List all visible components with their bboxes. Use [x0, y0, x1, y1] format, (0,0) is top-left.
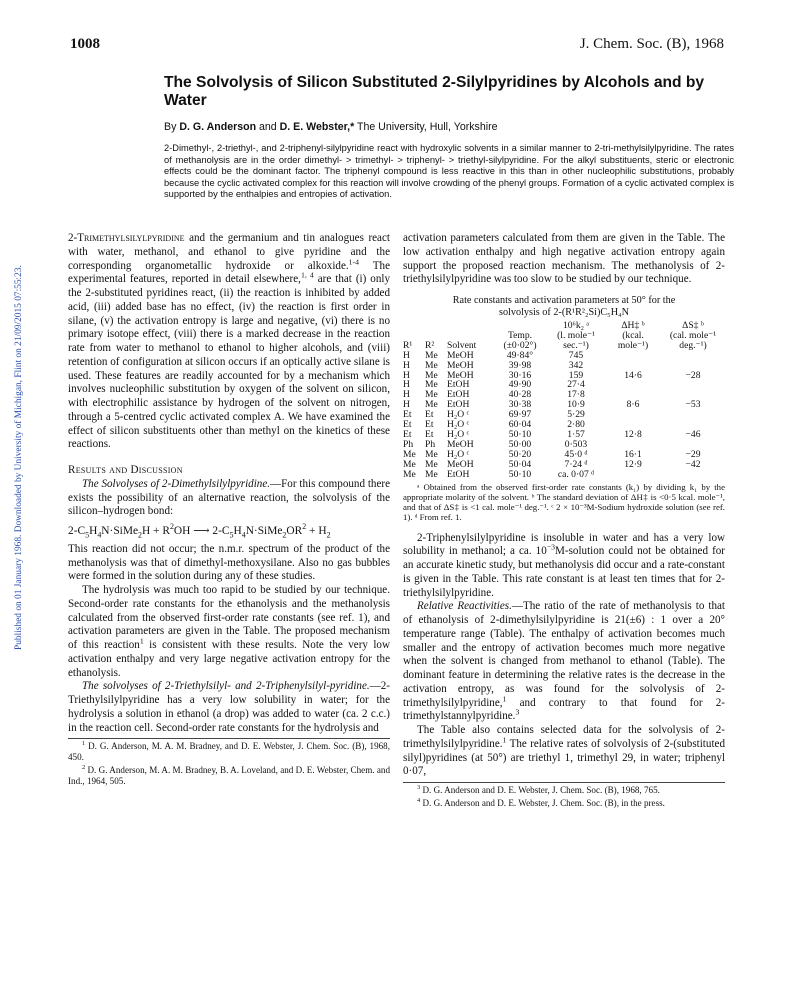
triethyl-paragraph: The solvolyses of 2-Triethylsilyl- and 2-Triphenylsilyl-pyridine.—2-Triethylsilylpyridine has a very low solubility in water; for the hydrolysis a solution in ethanol (a drop) was added to water (ca. 2 c.c.) in the reaction cell. Second-order rate constants for the hydrolysis and — [68, 680, 390, 734]
table-cell-dh: 12·8 — [624, 428, 642, 440]
relative-reactivities-paragraph: Relative Reactivities.—The ratio of the rate of methanolysis to that of ethanolysis of 2-dimethylsilylpyridine is 21(±6) : 1 over a 20° temperature range (Table). The enthalpy of activation becomes much smaller and the entropy of activation becomes much more negative when the solvent is changed from methanol to ethanol (Table). The dominant feature in determining the relative rates is the decrease in the activation entropy, as was found for the solvolysis of 2-trimethylsilylpyridine,$^1$ and contrary to that found for 2-trimethylstannylpyridine.$^3$ — [403, 600, 726, 723]
table-cell-solvent: H₂O ᶜ — [447, 419, 470, 431]
footnote-4: $^4$ D. G. Anderson and D. E. Webster, J. Chem. Soc. (B), in the press. — [417, 796, 665, 808]
table-cell-temp: 49·84° — [506, 349, 534, 361]
author-2: D. E. Webster,* — [279, 121, 355, 133]
table-cell-dh — [605, 380, 661, 390]
reaction-equation: $2-C_5H_4N\cdot SiMe_2H + R^2OH$ ⟶ $2-C_5H_4N\cdot SiMe_2OR^2 + H_2$ — [68, 522, 331, 540]
table-cell-solvent: MeOH — [447, 458, 474, 470]
table-cell-temp: 69·97 — [508, 409, 532, 421]
rate-constants-table — [403, 321, 725, 480]
journal-header: J. Chem. Soc. (B), 1968 — [579, 36, 724, 52]
hydrolysis-paragraph: The hydrolysis was much too rapid to be studied by our technique. Second-order rate constants for the ethanolysis and the methanolysis calculated from the observed first-order rate constants (see ref. 1), and activation parameters are given in the Table. The proposed mechanism of this reaction$^1$ is consistent with these results. Note the very low activation enthalpy and very large negative activation entropy for the ethanolysis. — [68, 584, 390, 679]
author-line: By D. G. Anderson and D. E. Webster,* The University, Hull, Yorkshire — [164, 121, 498, 133]
table-cell-r1: H — [403, 349, 410, 361]
triphenyl-paragraph: 2-Triphenylsilylpyridine is insoluble in water and has a very low solubility in methanol; a ca. $10^{-3}M$-solution could not be obtained for an accurate kinetic study, but methanolysis did occur and a rate-constant is given in the Table. This rate constant is at least ten times that for 2-triethylsilylpyridine. — [403, 531, 726, 599]
download-stamp — [2, 180, 24, 650]
table-cell-r1: Ph — [403, 438, 414, 450]
table-cell-r1: Me — [403, 448, 416, 460]
table-cell-r1: H — [403, 369, 410, 381]
table-cell-r2: Me — [425, 399, 438, 411]
right-column — [403, 232, 725, 809]
table-cell-r1: Me — [403, 458, 416, 470]
table-cell-temp: 50·20 — [508, 448, 532, 460]
table-cell-k: 745 — [568, 349, 584, 361]
table-cell-solvent: MeOH — [447, 438, 474, 450]
table-cell-r2: Me — [425, 389, 438, 401]
table-cell-temp: 50·04 — [508, 458, 532, 470]
table-cell-temp: 40·28 — [508, 389, 532, 401]
table-cell-k: 342 — [568, 359, 584, 371]
table-cell-dh — [605, 351, 661, 361]
table-cell-temp: 30·16 — [508, 369, 532, 381]
table-cell-r2: Me — [425, 379, 438, 391]
table-cell-k: 7·24 ᵈ — [564, 458, 588, 470]
left-column — [68, 232, 390, 787]
table-cell-k: 0·503 — [564, 438, 588, 450]
table-cell-r1: H — [403, 389, 410, 401]
dimethyl-paragraph: The Solvolyses of 2-Dimethylsilylpyridine.—For this compound there exists the possibility of an alternative reaction, the solvolysis of the silicon–hydrogen bond: — [68, 477, 390, 518]
table-cell-dh — [605, 470, 661, 480]
table-cell-solvent: MeOH — [447, 369, 474, 381]
table-cell-r2: Me — [425, 448, 438, 460]
table-cell-k: 27·4 — [567, 379, 585, 391]
table-cell-r1: Et — [403, 409, 412, 421]
table-cell-r2: Me — [425, 369, 438, 381]
footnote-2: $^2$ D. G. Anderson, M. A. M. Bradney, B. A. Loveland, and D. E. Webster, Chem. and Ind., 1964, 505. — [68, 764, 390, 787]
activation-paragraph: activation parameters calculated from them are given in the Table. The low activation enthalpy and high negative activation entropy again support the proposed reaction mechanism. The methanolysis of 2-triethylsilylpyridine was too slow to be studied by our technique. — [403, 232, 725, 286]
table-cell-r1: H — [403, 379, 410, 391]
table-cell-solvent: H₂O ᶜ — [447, 428, 470, 440]
table-cell-dh: 16·1 — [624, 448, 642, 460]
table-cell-r2: Me — [425, 468, 438, 480]
table-cell-r2: Et — [425, 409, 434, 421]
table-cell-temp: 49·90 — [508, 379, 532, 391]
table-cell-temp: 50·10 — [508, 468, 532, 480]
table-cell-k: 1·57 — [567, 428, 585, 440]
table-cell-solvent: H₂O ᶜ — [447, 448, 470, 460]
table-cell-ds: −29 — [685, 448, 701, 460]
footnote-3: $^3$ D. G. Anderson and D. E. Webster, J. Chem. Soc. (B), 1968, 765. — [417, 783, 660, 795]
author-1: D. G. Anderson — [179, 121, 257, 133]
table-cell-solvent: MeOH — [447, 349, 474, 361]
table-cell-r2: Me — [425, 458, 438, 470]
table-cell-k: 5·29 — [567, 409, 585, 421]
table-cell-ds — [661, 410, 725, 420]
table-header-row-3: R¹ R² Solvent (±0·02°) sec.⁻¹) mole⁻¹) deg.⁻¹) — [403, 339, 707, 351]
table-cell-ds — [661, 351, 725, 361]
table-cell-r2: Me — [425, 359, 438, 371]
table-cell-solvent: EtOH — [447, 379, 470, 391]
table-cell-dh — [605, 410, 661, 420]
table-notes: ᵃ Obtained from the observed first-order rate constants (k₁) by dividing k₁ by the appropriate molarity of the solvent. ᵇ The standard deviation of ΔH‡ is <0·5 kcal. mole⁻¹, and that of ΔS‡ is <1 cal. mole⁻¹ deg.⁻¹. ᶜ 2 × 10⁻³M-Sodium hydroxide solution (see ref. 1). ᵈ From ref. 1. — [403, 481, 725, 522]
table-cell-temp: 60·04 — [508, 419, 532, 431]
table-cell-r2: Ph — [425, 438, 436, 450]
table-cell-ds: −28 — [685, 369, 701, 381]
nmr-paragraph: This reaction did not occur; the n.m.r. spectrum of the product of the methanolysis was that of dimethyl-methoxysilane. Also no gas bubbles were formed in the solution during any of these studies. — [68, 542, 390, 583]
table-cell-r2: Et — [425, 419, 434, 431]
table-header-row-2: Temp. (l. mole⁻¹ (kcal. (cal. mole⁻¹ — [507, 329, 717, 341]
article-title: The Solvolysis of Silicon Substituted 2-Silylpyridines by Alcohols and by Water — [164, 74, 705, 109]
table-row — [403, 470, 725, 480]
table-cell-dh: 14·6 — [624, 369, 642, 381]
table-cell-solvent: EtOH — [447, 389, 470, 401]
selected-data-paragraph: The Table also contains selected data for the solvolysis of 2-trimethylsilylpyridine.$^1$ The relative rates of solvolysis of 2-(substituted silyl)pyridines (at 50°) are triethyl 1, trimethyl 29, in water; triphenyl 0·07, — [403, 724, 725, 778]
table-cell-temp: 50·10 — [508, 428, 532, 440]
table-cell-r1: H — [403, 399, 410, 411]
table-cell-dh: 8·6 — [626, 399, 640, 411]
page-number: 1008 — [70, 36, 100, 52]
footnote-rule — [68, 738, 390, 739]
table-cell-r1: Et — [403, 428, 412, 440]
affiliation: The University, Hull, Yorkshire — [356, 121, 498, 133]
table-cell-solvent: EtOH — [447, 399, 470, 411]
table-cell-r1: Et — [403, 419, 412, 431]
table-cell-r2: Et — [425, 428, 434, 440]
table-cell-dh: 12·9 — [624, 458, 642, 470]
table-cell-ds — [661, 470, 725, 480]
table-cell-k: ca. 0·07 ᵈ — [557, 468, 595, 480]
table-cell-ds: −46 — [685, 428, 701, 440]
table-cell-k: 10·9 — [567, 399, 585, 411]
table-cell-ds — [661, 380, 725, 390]
table-cell-r1: H — [403, 359, 410, 371]
table-cell-k: 17·8 — [567, 389, 585, 401]
footnote-rule-right — [403, 782, 725, 783]
table-cell-ds: −53 — [685, 399, 701, 411]
table-cell-solvent: EtOH — [447, 468, 470, 480]
table-cell-ds: −42 — [685, 458, 701, 470]
table-cell-solvent: MeOH — [447, 359, 474, 371]
table-cell-temp: 39·98 — [508, 359, 532, 371]
table-caption: Rate constants and activation parameters at 50° for the solvolysis of 2-(R¹R²₂Si)C₅H₄N — [452, 295, 676, 318]
intro-paragraph: 2-Trimethylsilylpyridine and the germanium and tin analogues react with water, methanol, and ethanol to give pyridine and the corresponding organometallic hydroxide or alkoxide.$^{1-4}$ The experimental features, reported in detail elsewhere,$^{1, 4}$ are that (i) only the 2-substituted pyridines react, (ii) the reaction is inhibited by added acid, (iii) added base has no effect, (iv) the reaction is first order in silane, (v) the activation entropy is large and negative, (vi) there is no primary isotope effect, (viii) there is a marked decrease in the reaction rate from water to methanol to ethanol to higher alcohols, and (viii) retention of configuration at silicon occurs if an optically active silane is used. These features are readily accounted for by a mechanism which involves nucleophilic substitution by oxygen of the solvent on silicon, with electrophilic assistance by hydrogen of the solvent on nitrogen, through a 5-centred cyclic activated complex A. We have examined the effect of silicon substituents other than methyl on the kinetics of these reactions. — [68, 232, 390, 451]
table-cell-k: 2·80 — [567, 419, 585, 431]
table-cell-temp: 50·00 — [508, 438, 532, 450]
section-heading: Results and Discussion — [68, 464, 183, 476]
download-stamp-text: Published on 01 January 1968. Downloaded by University of Michigan, Flint on 21/09/2015 07:55:23. — [14, 265, 24, 650]
footnote-1: $^1$ D. G. Anderson, M. A. M. Bradney, and D. E. Webster, J. Chem. Soc. (B), 1968, 450. — [68, 740, 390, 763]
table-cell-solvent: H₂O ᶜ — [447, 409, 470, 421]
table-cell-k: 159 — [568, 369, 584, 381]
table-cell-temp: 30·38 — [508, 399, 532, 411]
table-cell-k: 45·0 ᵈ — [564, 448, 588, 460]
abstract: 2-Dimethyl-, 2-triethyl-, and 2-triphenyl-silylpyridine react with hydroxylic solvents in a similar manner to 2-tri-methylsilylpyridine. The rates of methanolysis are in the order dimethyl- > trimethyl- > triphenyl- > triethyl-silylpyridine. For the alkyl substituents, steric or electronic effects could be the dominant factor. The triphenyl compound is less reactive in this than in other nucleophilic substitutions, probably because the cyclic activated complex for this reaction will involve crowding of the phenyl groups. Formation of a cyclic activated complex is supported by the enthalpies and entropies of activation. — [164, 143, 734, 199]
table-header-row-1: 10⁶k₂ ᵃ ΔH‡ ᵇ ΔS‡ ᵇ — [562, 320, 704, 331]
table-cell-r2: Me — [425, 349, 438, 361]
table-cell-r1: Me — [403, 468, 416, 480]
